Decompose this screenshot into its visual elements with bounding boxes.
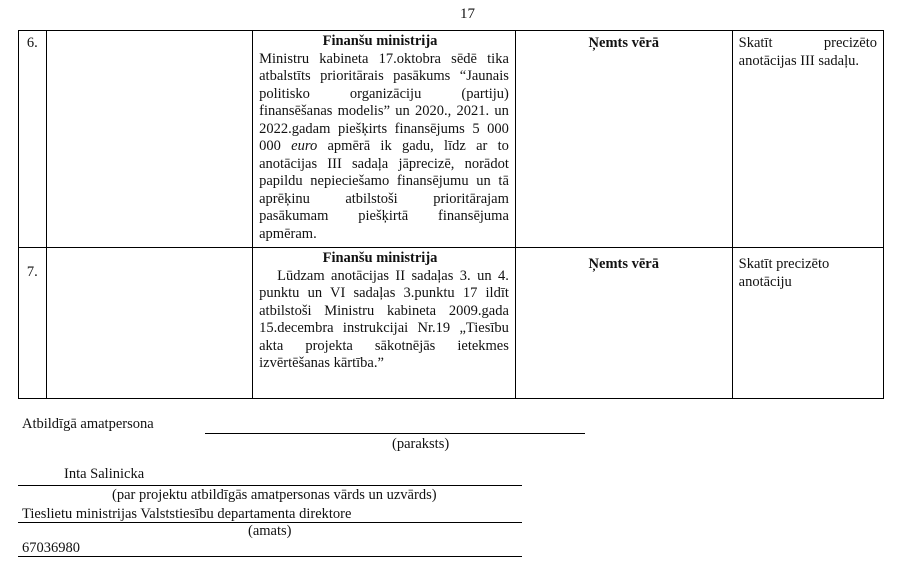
empty-cell	[46, 31, 253, 248]
status-text: Ņemts vērā	[588, 256, 659, 272]
name-line	[18, 485, 522, 486]
phone-line	[18, 556, 522, 557]
signature-caption: (paraksts)	[392, 436, 450, 452]
status-cell	[515, 31, 732, 248]
status-text: Ņemts vērā	[588, 35, 659, 51]
phone-number: 67036980	[22, 540, 80, 556]
proposal-cell	[253, 248, 516, 399]
resolution-text: Skatīt precizēto anotāciju	[738, 256, 830, 290]
row-number: 6.	[26, 35, 38, 51]
table-row	[19, 248, 884, 399]
page-number: 17	[460, 6, 475, 22]
position-caption: (amats)	[248, 523, 292, 539]
proposal-text: Lūdzam anotācijas II sadaļas 3. un 4. punktu un VI sadaļas 3.punktu 17 ildīt atbilstoši Ministru kabineta 2009.gada 15.decembra instrukcijai Nr.19 „Tiesību akta projekta sākotnējās ietekmes izvērtēšanas kārtība.”	[259, 267, 509, 371]
resolution-text: Skatīt precizēto anotācijas III sadaļu.	[738, 35, 877, 69]
official-position: Tieslietu ministrijas Valststiesību departamenta direktore	[22, 506, 352, 522]
table-row	[19, 31, 884, 248]
row-number-cell	[19, 248, 47, 399]
proposal-text: Ministru kabineta 17.oktobra sēdē tika atbalstīts prioritārais pasākums “Jaunais politisko organizāciju (partiju) finansēšanas modelis” un 2020., 2021. un 2022.gadam piešķirts finansējums 5 000 000 euro apmērā ik gadu, līdz ar to anotācijas III sadaļa jāprecizē, norādot papildu nepieciešamo finansējumu un tā aprēķinu atbilstoši prioritārajam pasākumam piešķirtā finansējuma apmēram.	[259, 50, 509, 242]
responsible-official-label: Atbildīgā amatpersona	[22, 416, 154, 432]
status-cell	[515, 248, 732, 399]
row-number: 7.	[26, 264, 38, 280]
resolution-cell	[732, 248, 883, 399]
proposal-heading: Finanšu ministrija	[322, 250, 438, 266]
proposals-table	[18, 30, 884, 399]
proposal-cell	[253, 31, 516, 248]
row-number-cell	[19, 31, 47, 248]
signature-line	[205, 433, 585, 434]
resolution-cell	[732, 31, 883, 248]
name-caption: (par projektu atbildīgās amatpersonas vārds un uzvārds)	[112, 487, 437, 503]
official-name: Inta Salinicka	[64, 466, 145, 482]
proposal-heading: Finanšu ministrija	[322, 33, 438, 49]
empty-cell	[46, 248, 253, 399]
